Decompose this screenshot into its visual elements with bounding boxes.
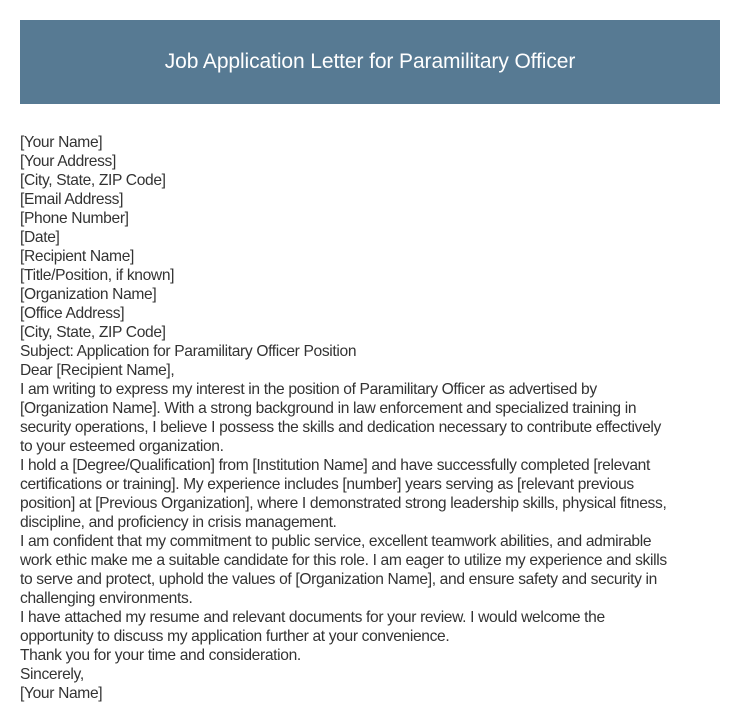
- recipient-organization: [Organization Name]: [20, 286, 157, 303]
- letter-closing: Sincerely,: [20, 666, 84, 683]
- sender-name: [Your Name]: [20, 134, 103, 151]
- page-title: Job Application Letter for Paramilitary Officer: [164, 50, 576, 73]
- sender-city-state-zip: [City, State, ZIP Code]: [20, 172, 166, 189]
- paragraph-attachments: [20, 608, 725, 646]
- recipient-office-address: [Office Address]: [20, 305, 125, 322]
- paragraph-line: I have attached my resume and relevant documents for your review. I would welcome the: [20, 609, 605, 626]
- letter-thanks: Thank you for your time and consideration.: [20, 647, 301, 664]
- paragraph-line: challenging environments.: [20, 590, 193, 607]
- letter-subject: Subject: Application for Paramilitary Officer Position: [20, 343, 357, 360]
- letter-header: [20, 20, 720, 104]
- sender-block: [20, 133, 725, 228]
- paragraph-line: I hold a [Degree/Qualification] from [Institution Name] and have successfully completed [relevant: [20, 457, 650, 474]
- paragraph-line: position] at [Previous Organization], where I demonstrated strong leadership skills, physical fitness,: [20, 495, 667, 512]
- recipient-title: [Title/Position, if known]: [20, 267, 175, 284]
- letter-salutation: Dear [Recipient Name],: [20, 362, 175, 379]
- paragraph-line: I am confident that my commitment to public service, excellent teamwork abilities, and admirable: [20, 533, 652, 550]
- paragraph-line: discipline, and proficiency in crisis management.: [20, 514, 337, 531]
- paragraph-line: certifications or training]. My experience includes [number] years serving as [relevant previous: [20, 476, 634, 493]
- letter-signature: [Your Name]: [20, 685, 103, 702]
- sender-phone: [Phone Number]: [20, 210, 129, 227]
- paragraph-line: [Organization Name]. With a strong background in law enforcement and specialized training in: [20, 400, 637, 417]
- paragraph-line: to your esteemed organization.: [20, 438, 224, 455]
- paragraph-interest: [20, 380, 725, 456]
- paragraph-line: work ethic make me a suitable candidate for this role. I am eager to utilize my experience and skills: [20, 552, 667, 569]
- paragraph-suitability: [20, 532, 725, 608]
- sender-email: [Email Address]: [20, 191, 124, 208]
- paragraph-line: opportunity to discuss my application further at your convenience.: [20, 628, 450, 645]
- recipient-name: [Recipient Name]: [20, 248, 135, 265]
- paragraph-qualifications: [20, 456, 725, 532]
- letter-body: [20, 133, 725, 703]
- recipient-block: [20, 247, 725, 342]
- paragraph-line: to serve and protect, uphold the values of [Organization Name], and ensure safety and security in: [20, 571, 657, 588]
- paragraph-line: security operations, I believe I possess the skills and dedication necessary to contribute effectively: [20, 419, 661, 436]
- paragraph-line: I am writing to express my interest in the position of Paramilitary Officer as advertised by: [20, 381, 597, 398]
- letter-date: [Date]: [20, 229, 60, 246]
- recipient-city-state-zip: [City, State, ZIP Code]: [20, 324, 166, 341]
- sender-address: [Your Address]: [20, 153, 116, 170]
